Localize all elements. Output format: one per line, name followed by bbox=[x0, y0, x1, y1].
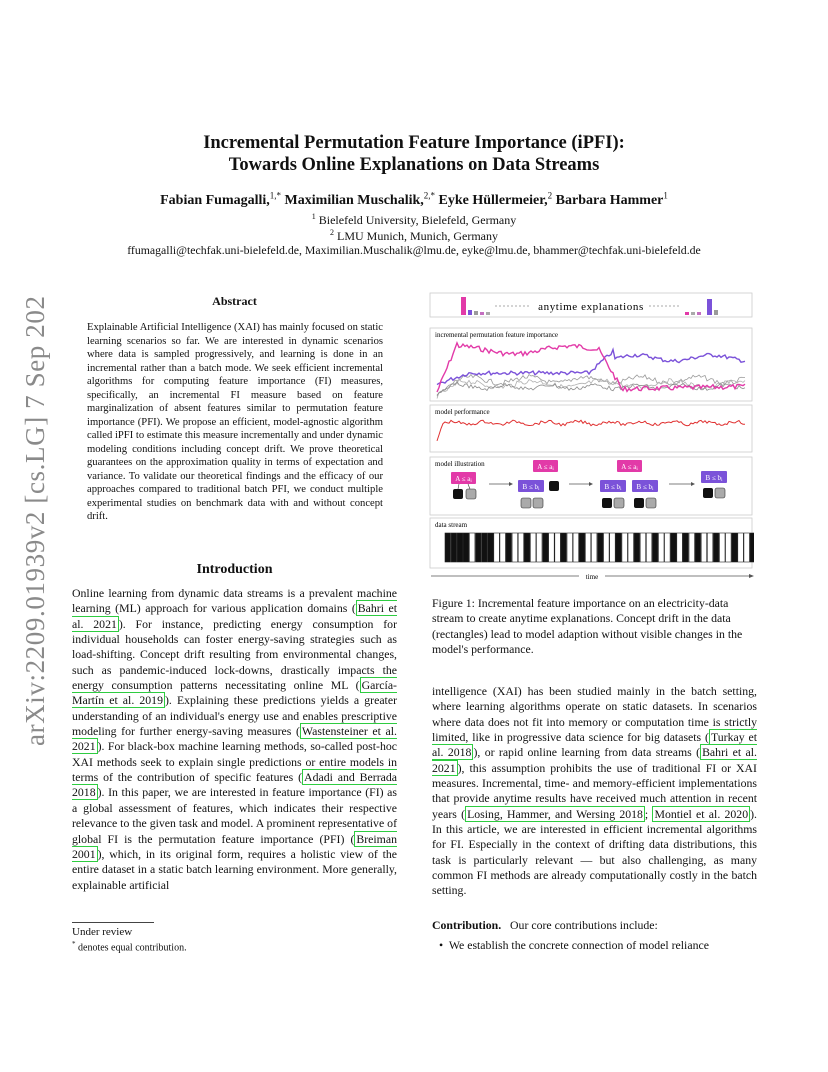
title-line-2: Towards Online Explanations on Data Streams bbox=[228, 155, 600, 175]
stream-rect bbox=[646, 533, 652, 562]
stream-rect bbox=[677, 533, 683, 562]
author-emails: ffumagalli@techfak.uni-bielefeld.de, Maximilian.Muschalik@lmu.de, eyke@lmu.de, bhammer@techfak.uni-bielefeld.de bbox=[127, 243, 701, 257]
model-panel-label: model illustration bbox=[435, 460, 485, 468]
svg-text:B ≤ bi: B ≤ bi bbox=[522, 483, 540, 492]
figure-caption: Figure 1: Incremental feature importance on an electricity-data stream to create anytime explanations. Concept drift in the data (rectangles) lead to model adaption without visible changes in the model's performance. bbox=[432, 596, 743, 657]
stream-rect bbox=[659, 533, 665, 562]
stream-rect bbox=[732, 533, 738, 562]
stream-rect bbox=[640, 533, 646, 562]
stream-rect bbox=[451, 533, 457, 562]
citation-link[interactable]: Losing, Hammer, and Wersing 2018 bbox=[467, 806, 643, 821]
stream-rect bbox=[530, 533, 536, 562]
stream-rect bbox=[463, 533, 469, 562]
stream-rect bbox=[604, 533, 610, 562]
stream-rect bbox=[573, 533, 579, 562]
abstract-text: Explainable Artificial Intelligence (XAI) has mainly focused on static learning scenarios so far. We are interested in dynamic scenarios where data is sampled progressively, and learning is done in an incremental rather than a batch mode. We seek efficient incremental algorithms for computing feature importance (FI) measures, specifically, an incremental FI measure based on feature marginalization of absent features similar to permutation feature importance (PFI). We propose an efficient, model-agnostic algorithm called iPFI to estimate this measure incrementally and under dynamic modeling conditions including concept drift. We prove theoretical guarantees on the approximation quality in terms of expectation and variance. To validate our theoretical findings and the efficacy of our approaches compared to traditional batch PFI, we conduct multiple experimental studies on benchmark data with and without concept drift. bbox=[87, 322, 383, 522]
stream-rect bbox=[445, 533, 451, 562]
svg-text:B ≤ bi: B ≤ bi bbox=[705, 474, 723, 483]
stream-rect bbox=[598, 533, 604, 562]
stream-rect bbox=[549, 533, 555, 562]
data-stream-rectangles bbox=[445, 533, 754, 562]
svg-text:B ≤ bi: B ≤ bi bbox=[604, 483, 622, 492]
title-line-1: Incremental Permutation Feature Importance (iPFI): bbox=[203, 133, 625, 153]
citation-link[interactable]: Turkay et al. 2018 bbox=[432, 730, 757, 760]
footnote-under-review: Under review bbox=[72, 926, 133, 938]
citation-link[interactable]: García-Martín et al. 2019 bbox=[72, 678, 397, 708]
stream-rect bbox=[476, 533, 482, 562]
svg-text:A ≤ ai: A ≤ ai bbox=[621, 463, 638, 472]
stream-rect bbox=[622, 533, 628, 562]
citation-link[interactable]: Breiman 2001 bbox=[72, 831, 397, 861]
stream-rect bbox=[726, 533, 732, 562]
author-list bbox=[0, 190, 828, 209]
stream-rect bbox=[524, 533, 530, 562]
svg-text:B ≤ bi: B ≤ bi bbox=[636, 483, 654, 492]
time-label: time bbox=[585, 573, 599, 581]
right-column-body: intelligence (XAI) has been studied mainly in the batch setting, where learning algorithms operate on static datasets. In scenarios where data does not fit into memory or computation time is strictly limited, like in progressive data science for big datasets ( Turkay et al. 2018 ), or rapid online learning from data streams ( Bahri et al. 2021 ), this assumption prohibits the use of traditional FI or XAI measures. Incremental, time- and memory-efficient implementations that provide anytime results have received much attention in recent years ( Losing, Hammer, and Wersing 2018 ; Montiel et al. 2020 ). In this article, we are interested in efficient incremental algorithms for FI. Especially in the context of drifting data distributions, this task is particularly relevant — but also challenging, as many common FI methods are already computationally costly in the batch setting. bbox=[432, 684, 757, 898]
stream-rect bbox=[738, 533, 744, 562]
author-2: Maximilian Muschalik,$^{2,*}$ bbox=[284, 190, 436, 208]
stream-rect bbox=[683, 533, 689, 562]
stream-rect bbox=[579, 533, 585, 562]
footnote-rule bbox=[72, 922, 154, 923]
stream-rect bbox=[585, 533, 591, 562]
stream-rect bbox=[720, 533, 726, 562]
stream-rect bbox=[537, 533, 543, 562]
citation-link[interactable]: Bahri et al. 2021 bbox=[432, 745, 757, 775]
stream-rect bbox=[543, 533, 549, 562]
author-1: Fabian Fumagalli,$^{1,*}$ bbox=[160, 190, 282, 208]
citation-link[interactable]: Bahri et al. 2021 bbox=[72, 601, 397, 631]
stream-rect bbox=[707, 533, 713, 562]
figure-1 bbox=[429, 292, 754, 584]
affiliation-1: $^1$ Bielefeld University, Bielefeld, Germany bbox=[311, 212, 517, 227]
introduction-heading: Introduction bbox=[196, 562, 273, 577]
stream-rect bbox=[713, 533, 719, 562]
contribution-paragraph: Contribution. Our core contributions include: bbox=[432, 918, 658, 932]
citation-link[interactable]: Adadi and Berrada 2018 bbox=[72, 770, 398, 800]
stream-rect bbox=[494, 533, 500, 562]
citation-link[interactable]: Wastensteiner et al. 2021 bbox=[72, 724, 398, 754]
stream-rect bbox=[469, 533, 475, 562]
figure-header-label: anytime explanations bbox=[538, 301, 644, 313]
arxiv-id-text: arXiv:2209.01939v2 [cs.LG] 7 Sep 2022 bbox=[20, 296, 50, 746]
stream-rect bbox=[567, 533, 573, 562]
stream-panel-label: data stream bbox=[435, 521, 468, 529]
stream-rect bbox=[561, 533, 567, 562]
stream-rect bbox=[506, 533, 512, 562]
stream-rect bbox=[610, 533, 616, 562]
perf-panel-label: model performance bbox=[435, 408, 490, 416]
stream-rect bbox=[744, 533, 750, 562]
author-3: Eyke Hüllermeier,$^2$ bbox=[438, 190, 553, 208]
stream-rect bbox=[518, 533, 524, 562]
stream-rect bbox=[689, 533, 695, 562]
stream-rect bbox=[500, 533, 506, 562]
footnote-equal-contribution: * denotes equal contribution. bbox=[72, 940, 187, 954]
stream-rect bbox=[591, 533, 597, 562]
stream-rect bbox=[616, 533, 622, 562]
stream-rect bbox=[652, 533, 658, 562]
stream-rect bbox=[634, 533, 640, 562]
stream-rect bbox=[512, 533, 518, 562]
contribution-label: Contribution. bbox=[432, 918, 502, 932]
paper-title bbox=[0, 132, 828, 176]
stream-rect bbox=[695, 533, 701, 562]
contribution-bullet: • We establish the concrete connection of model reliance bbox=[439, 938, 709, 952]
stream-rect bbox=[671, 533, 677, 562]
stream-rect bbox=[665, 533, 671, 562]
svg-text:A ≤ ai: A ≤ ai bbox=[455, 475, 472, 484]
author-4: Barbara Hammer$^1$ bbox=[555, 190, 668, 208]
stream-rect bbox=[488, 533, 494, 562]
svg-text:A ≤ ai: A ≤ ai bbox=[537, 463, 554, 472]
stream-rect bbox=[628, 533, 634, 562]
stream-rect bbox=[482, 533, 488, 562]
fi-panel-label: incremental permutation feature importance bbox=[435, 331, 559, 339]
stream-rect bbox=[750, 533, 754, 562]
abstract-heading: Abstract bbox=[212, 294, 257, 308]
affiliation-2: $^2$ LMU Munich, Munich, Germany bbox=[330, 228, 498, 243]
arxiv-identifier bbox=[20, 296, 50, 746]
citation-link[interactable]: Montiel et al. 2020 bbox=[654, 806, 749, 821]
introduction-body: Online learning from dynamic data streams is a prevalent machine learning (ML) approach for various application domains ( Bahri et al. 2021 ). For instance, predicting energy consumption for individual households can foster energy-saving strategies such as load-shifting. Concept drift resulting from environmental changes, such as pandemic-induced lock-downs, drastically impacts the energy consumption patterns necessitating online ML ( García-Martín et al. 2019 ). Explaining these predictions yields a greater understanding of an individual's energy use and enables prescriptive modeling for further energy-saving measures ( Wastensteiner et al. 2021 ). For black-box machine learning methods, so-called post-hoc XAI methods seek to explain single predictions or entire models in terms of the contribution of specific features ( Adadi and Berrada 2018 ). In this paper, we are interested in feature importance (FI) as a global assessment of features, which indicates their respective relevance to the given task and model. A prominent representative of global FI is the permutation feature importance (PFI) ( Breiman 2001 ), which, in its original form, requires a holistic view of the entire dataset in a static batch learning environment. More generally, explainable artificial bbox=[72, 586, 398, 892]
stream-rect bbox=[701, 533, 707, 562]
stream-rect bbox=[555, 533, 561, 562]
stream-rect bbox=[457, 533, 463, 562]
